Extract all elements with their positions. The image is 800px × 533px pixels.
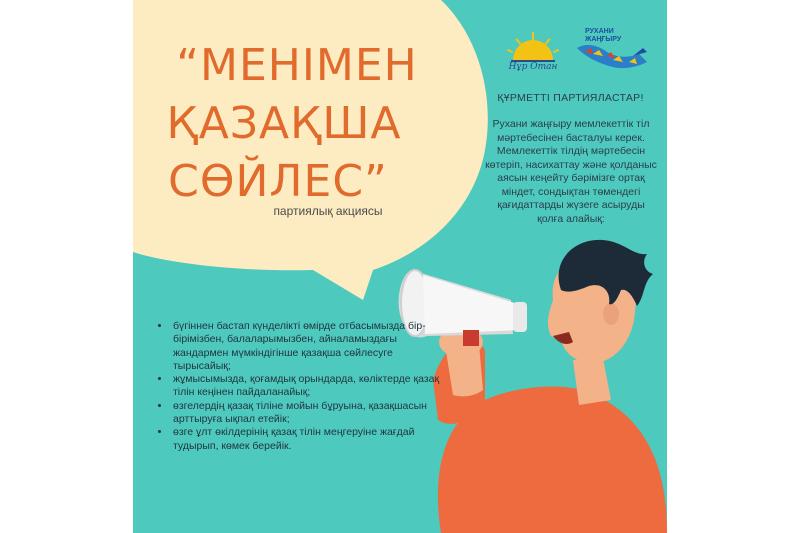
title-line-2: ҚАЗАҚША bbox=[166, 98, 402, 149]
intro-text: Рухани жаңғыру мемлекеттік тіл мәртебесінен басталуы керек. Мемлекеттік тілдің мәртебесін көтеріп, насихаттау және қолданыс аясын кеңейту бәрімізге ортақ міндет, сондықтан төмендегі қағидаттарды жүзеге асыруды қолға алайық: bbox=[485, 118, 657, 225]
title-line-1: “МЕНІМЕН bbox=[176, 40, 418, 91]
man-illustration bbox=[433, 240, 667, 533]
bullet-list bbox=[155, 320, 451, 453]
list-item: • бүгіннен бастап күнделікті өмірде отбасымызда бір-бірімізбен, балаларымызбен, айналамыздағы жандармен мүмкіндігінше қазақша сөйлесуге тырысайық; bbox=[171, 320, 451, 373]
title-line-3: СӨЙЛЕС” bbox=[168, 156, 388, 207]
ruhani-text-2: ЖАҢҒЫРУ bbox=[585, 36, 622, 43]
greeting: ҚҰРМЕТТІ ПАРТИЯЛАСТАР! bbox=[497, 92, 644, 104]
ruhani-zhangyru-logo bbox=[573, 28, 651, 76]
subtitle: партиялық акциясы bbox=[273, 204, 383, 218]
nur-otan-logo bbox=[503, 30, 563, 74]
ruhani-text-1: РУХАНИ bbox=[585, 28, 614, 35]
poster bbox=[133, 0, 667, 533]
sun-icon bbox=[503, 30, 563, 64]
list-item: • жұмысымызда, қоғамдық орындарда, көліктерде қазақ тілін кеңінен пайдаланайық; bbox=[171, 373, 451, 400]
list-item: • өзге ұлт өкілдерінің қазақ тілін меңгеруіне жағдай тудырып, көмек берейік. bbox=[171, 426, 451, 453]
ruhani-text bbox=[585, 28, 645, 44]
nur-otan-text: Нұр Отан bbox=[508, 62, 558, 72]
list-item: • өзгелердің қазақ тіліне мойын бұруына, қазақшасын арттыруға ықпал етейік; bbox=[171, 400, 451, 427]
